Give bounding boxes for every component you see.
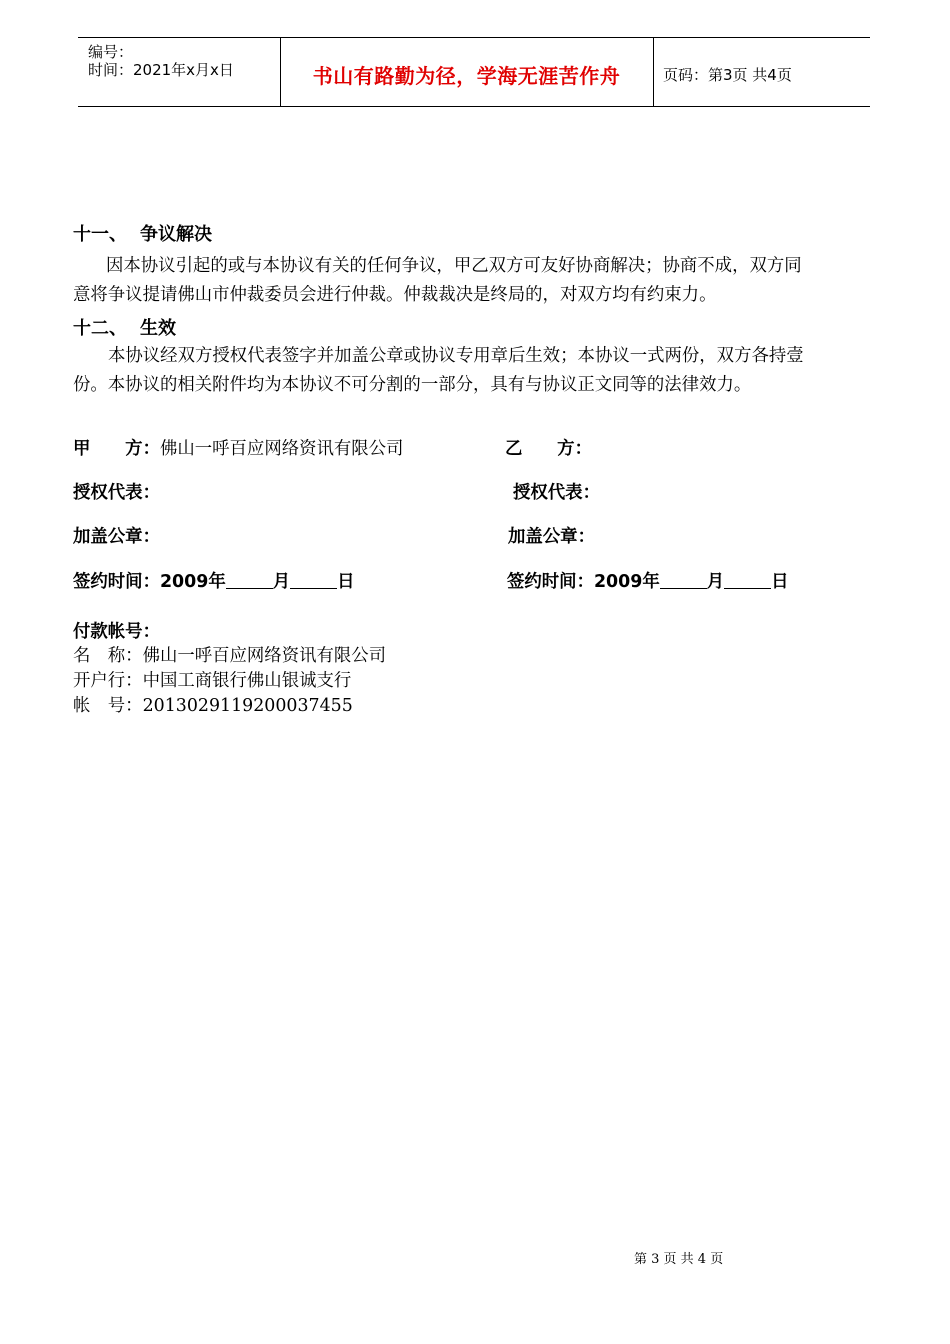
party-a-representative: 授权代表：	[73, 483, 160, 503]
document-number: 编号：	[88, 43, 134, 61]
day-blank	[290, 572, 337, 589]
party-a-sign-date	[73, 567, 355, 592]
header-motto-cell	[280, 38, 654, 106]
party-a-name: 佛山一呼百应网络资讯有限公司	[159, 439, 404, 459]
party-a-label: 甲 方：	[73, 439, 160, 459]
section-11-heading	[73, 220, 212, 246]
header-motto: 书山有路勤为径，学海无涯苦作舟	[312, 64, 621, 88]
section-11-line-1: 因本协议引起的或与本协议有关的任何争议，甲乙双方可友好协商解决；协商不成，双方同	[106, 256, 802, 276]
day-label: 日	[771, 572, 789, 592]
party-b-label: 乙 方：	[505, 439, 592, 459]
section-12-line-2: 份。本协议的相关附件均为本协议不可分割的一部分，具有与协议正文同等的法律效力。	[73, 375, 752, 395]
party-a-row	[73, 434, 403, 459]
header-meta-cell	[78, 38, 281, 106]
section-11-body	[73, 252, 879, 310]
party-b-sign-date	[507, 567, 789, 592]
sign-date-prefix: 签约时间：2009年	[73, 572, 226, 592]
month-label: 月	[272, 572, 291, 592]
section-11-title: 争议解决	[140, 224, 212, 245]
sign-date-prefix: 签约时间：2009年	[507, 572, 660, 592]
section-12-body	[73, 342, 879, 400]
section-12-line-1: 本协议经双方授权代表签字并加盖公章或协议专用章后生效；本协议一式两份，双方各持壹	[108, 346, 804, 366]
day-label: 日	[337, 572, 355, 592]
party-b-representative: 授权代表：	[513, 483, 600, 503]
page-header	[78, 37, 870, 107]
section-12-number: 十二、	[73, 318, 127, 339]
section-11-number: 十一、	[73, 224, 127, 245]
header-page-number: 页码：第3页 共4页	[663, 66, 792, 84]
month-blank	[226, 572, 273, 589]
section-11-line-2: 意将争议提请佛山市仲裁委员会进行仲裁。仲裁裁决是终局的，对双方均有约束力。	[73, 285, 717, 305]
document-time: 时间：2021年x月x日	[88, 61, 234, 79]
party-b-seal: 加盖公章：	[508, 527, 595, 547]
payment-account-number: 帐 号：2013029119200037455	[73, 696, 353, 716]
payment-account-name: 名 称：佛山一呼百应网络资讯有限公司	[73, 646, 387, 666]
party-a-seal: 加盖公章：	[73, 527, 160, 547]
payment-title: 付款帐号：	[73, 622, 160, 642]
month-blank	[660, 572, 707, 589]
section-12-title: 生效	[140, 318, 176, 339]
section-12-heading	[73, 314, 176, 340]
header-page-cell	[654, 38, 870, 106]
page-footer: 第 3 页 共 4 页	[634, 1252, 724, 1267]
month-label: 月	[706, 572, 725, 592]
day-blank	[724, 572, 771, 589]
payment-bank: 开户行：中国工商银行佛山银诚支行	[73, 671, 352, 691]
